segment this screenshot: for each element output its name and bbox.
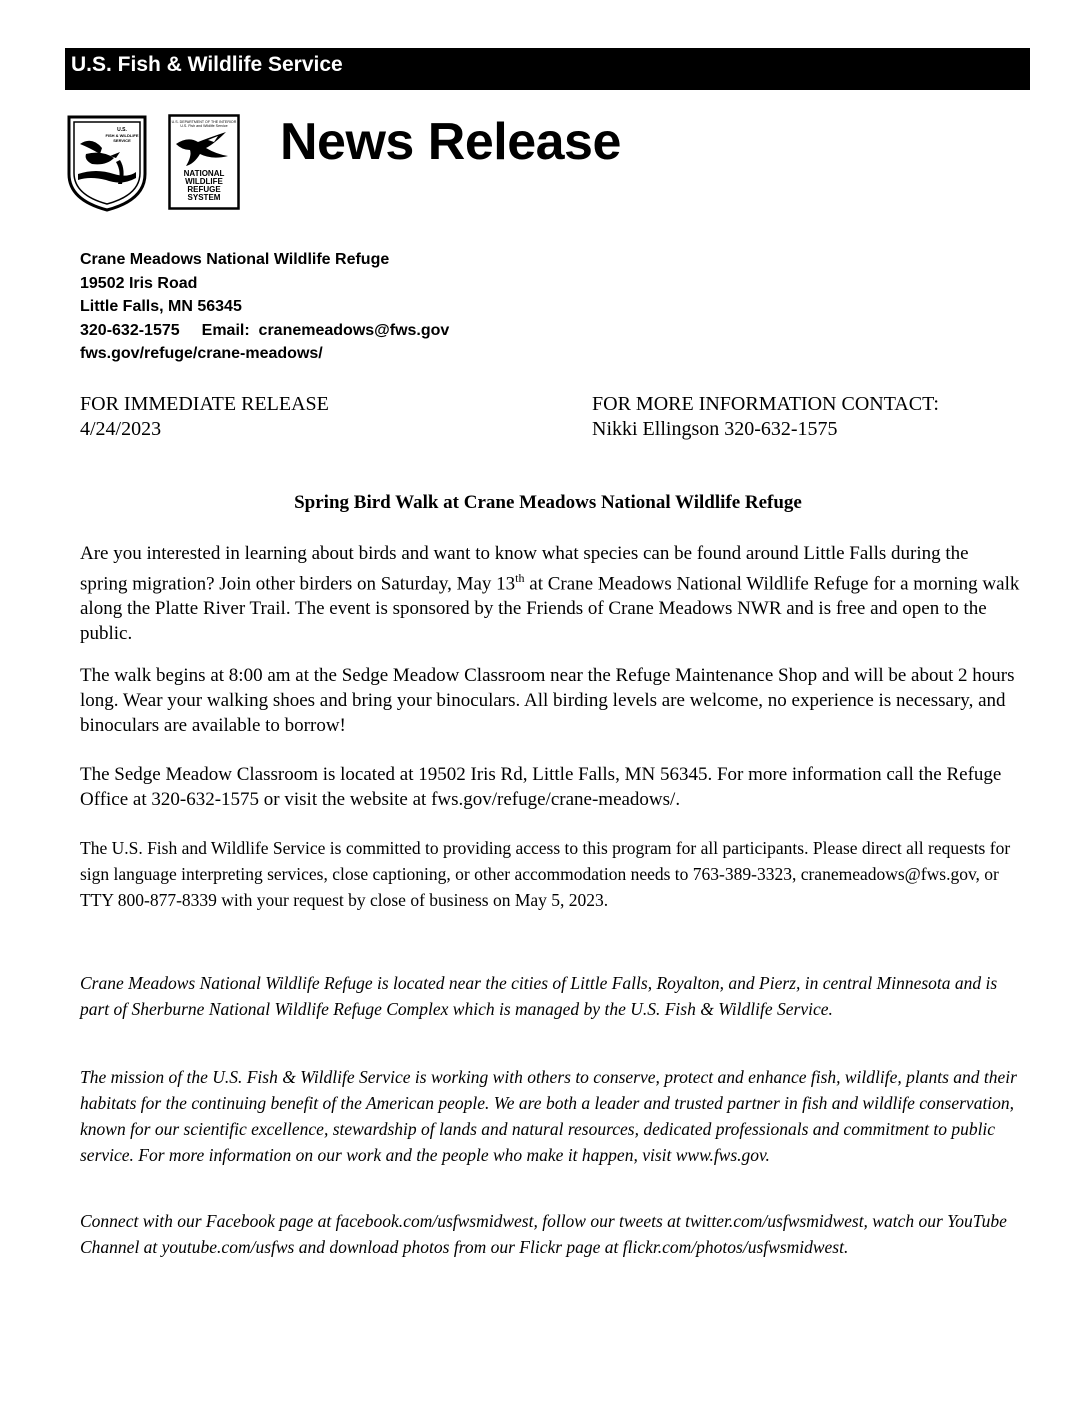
refuge-email[interactable]: cranemeadows@fws.gov: [258, 321, 450, 339]
refuge-city: Little Falls, MN 56345: [80, 298, 242, 315]
svg-text:U.S. DEPARTMENT OF THE INTERIO: U.S. DEPARTMENT OF THE INTERIOR: [171, 120, 237, 124]
body-paragraph-2: The walk begins at 8:00 am at the Sedge Meadow Classroom near the Refuge Maintenance Shop and will be about 2 hours long. Wear your walking shoes and bring your binoculars. All birding levels are welcome, no experience is necessary, and binoculars are available to borrow!: [80, 665, 1015, 736]
social-media-paragraph: Connect with our Facebook page at facebook.com/usfwsmidwest, follow our tweets at twitter.com/usfwsmidwest, watch our YouTube Channel at youtube.com/usfws and download photos from our Flickr page at flickr.com/photos/usfwsmidwest.: [80, 1211, 1007, 1257]
usfws-shield-logo-icon: [66, 114, 148, 212]
contact-block: [592, 392, 939, 442]
about-refuge-paragraph: Crane Meadows National Wildlife Refuge is located near the cities of Little Falls, Royalton, and Pierz, in central Minnesota and is part of Sherburne National Wildlife Refuge Complex which is managed by the U.S. Fish & Wildlife Service.: [80, 973, 998, 1019]
release-label: FOR IMMEDIATE RELEASE: [80, 393, 329, 415]
body-paragraph-1: [80, 541, 1020, 646]
refuge-phone-email-line: [80, 319, 449, 343]
headline: Spring Bird Walk at Crane Meadows National Wildlife Refuge: [294, 492, 802, 513]
svg-text:U.S. Fish and Wildlife Service: U.S. Fish and Wildlife Service: [180, 124, 228, 128]
release-date: 4/24/2023: [80, 418, 162, 440]
release-block: [80, 392, 329, 442]
refuge-name: Crane Meadows National Wildlife Refuge: [80, 251, 390, 268]
agency-banner: [65, 48, 1030, 90]
body-paragraph-1-part-a: Are you interested in learning about birds and want to know what species can be found around Little Falls during the spring migration? Join other birders on Saturday, May 13: [80, 543, 969, 595]
svg-text:NATIONAL: NATIONAL: [183, 169, 225, 178]
date-ordinal-suffix: th: [515, 571, 525, 585]
body-paragraph-1-part-b: at Crane Meadows National Wildlife Refuge for a morning walk along the Platte River Trail. The event is sponsored by the Friends of Crane Meadows NWR and is free and open to the public.: [80, 573, 1020, 645]
contact-label: FOR MORE INFORMATION CONTACT:: [592, 393, 939, 415]
accessibility-paragraph: The U.S. Fish and Wildlife Service is committed to providing access to this program for all participants. Please direct all requests for sign language interpreting services, close captioning, or other accommodation needs to 763-389-3323, cranemeadows@fws.gov, or TTY 800-877-8339 with your request by close of business on May 5, 2023.: [80, 838, 1011, 910]
svg-text:SYSTEM: SYSTEM: [187, 193, 221, 202]
page-title: News Release: [280, 113, 621, 171]
svg-text:REFUGE: REFUGE: [187, 185, 221, 194]
contact-person: Nikki Ellingson 320-632-1575: [592, 418, 838, 440]
svg-text:U.S.: U.S.: [117, 127, 127, 133]
refuge-website[interactable]: fws.gov/refuge/crane-meadows/: [80, 345, 323, 362]
body-paragraph-3: The Sedge Meadow Classroom is located at 19502 Iris Rd, Little Falls, MN 56345. For more information call the Refuge Office at 320-632-1575 or visit the website at fws.gov/refuge/crane-meadows/.: [80, 764, 1002, 810]
refuge-street: 19502 Iris Road: [80, 274, 198, 292]
svg-text:FISH & WILDLIFE: FISH & WILDLIFE: [105, 133, 139, 138]
agency-banner-text: U.S. Fish & Wildlife Service: [71, 53, 343, 76]
svg-text:WILDLIFE: WILDLIFE: [185, 177, 223, 186]
nwrs-goose-logo-icon: [168, 114, 240, 210]
refuge-address-block: [80, 248, 449, 366]
refuge-phone: 320-632-1575: [80, 321, 180, 339]
email-label: Email:: [201, 321, 250, 339]
svg-text:SERVICE: SERVICE: [113, 138, 131, 143]
mission-paragraph: The mission of the U.S. Fish & Wildlife Service is working with others to conserve, protect and enhance fish, wildlife, plants and their habitats for the continuing benefit of the American people. We are both a leader and trusted partner in fish and wildlife conservation, known for our scientific excellence, stewardship of lands and natural resources, dedicated professionals and commitment to public service. For more information on our work and the people who make it happen, visit www.fws.gov.: [80, 1067, 1017, 1165]
